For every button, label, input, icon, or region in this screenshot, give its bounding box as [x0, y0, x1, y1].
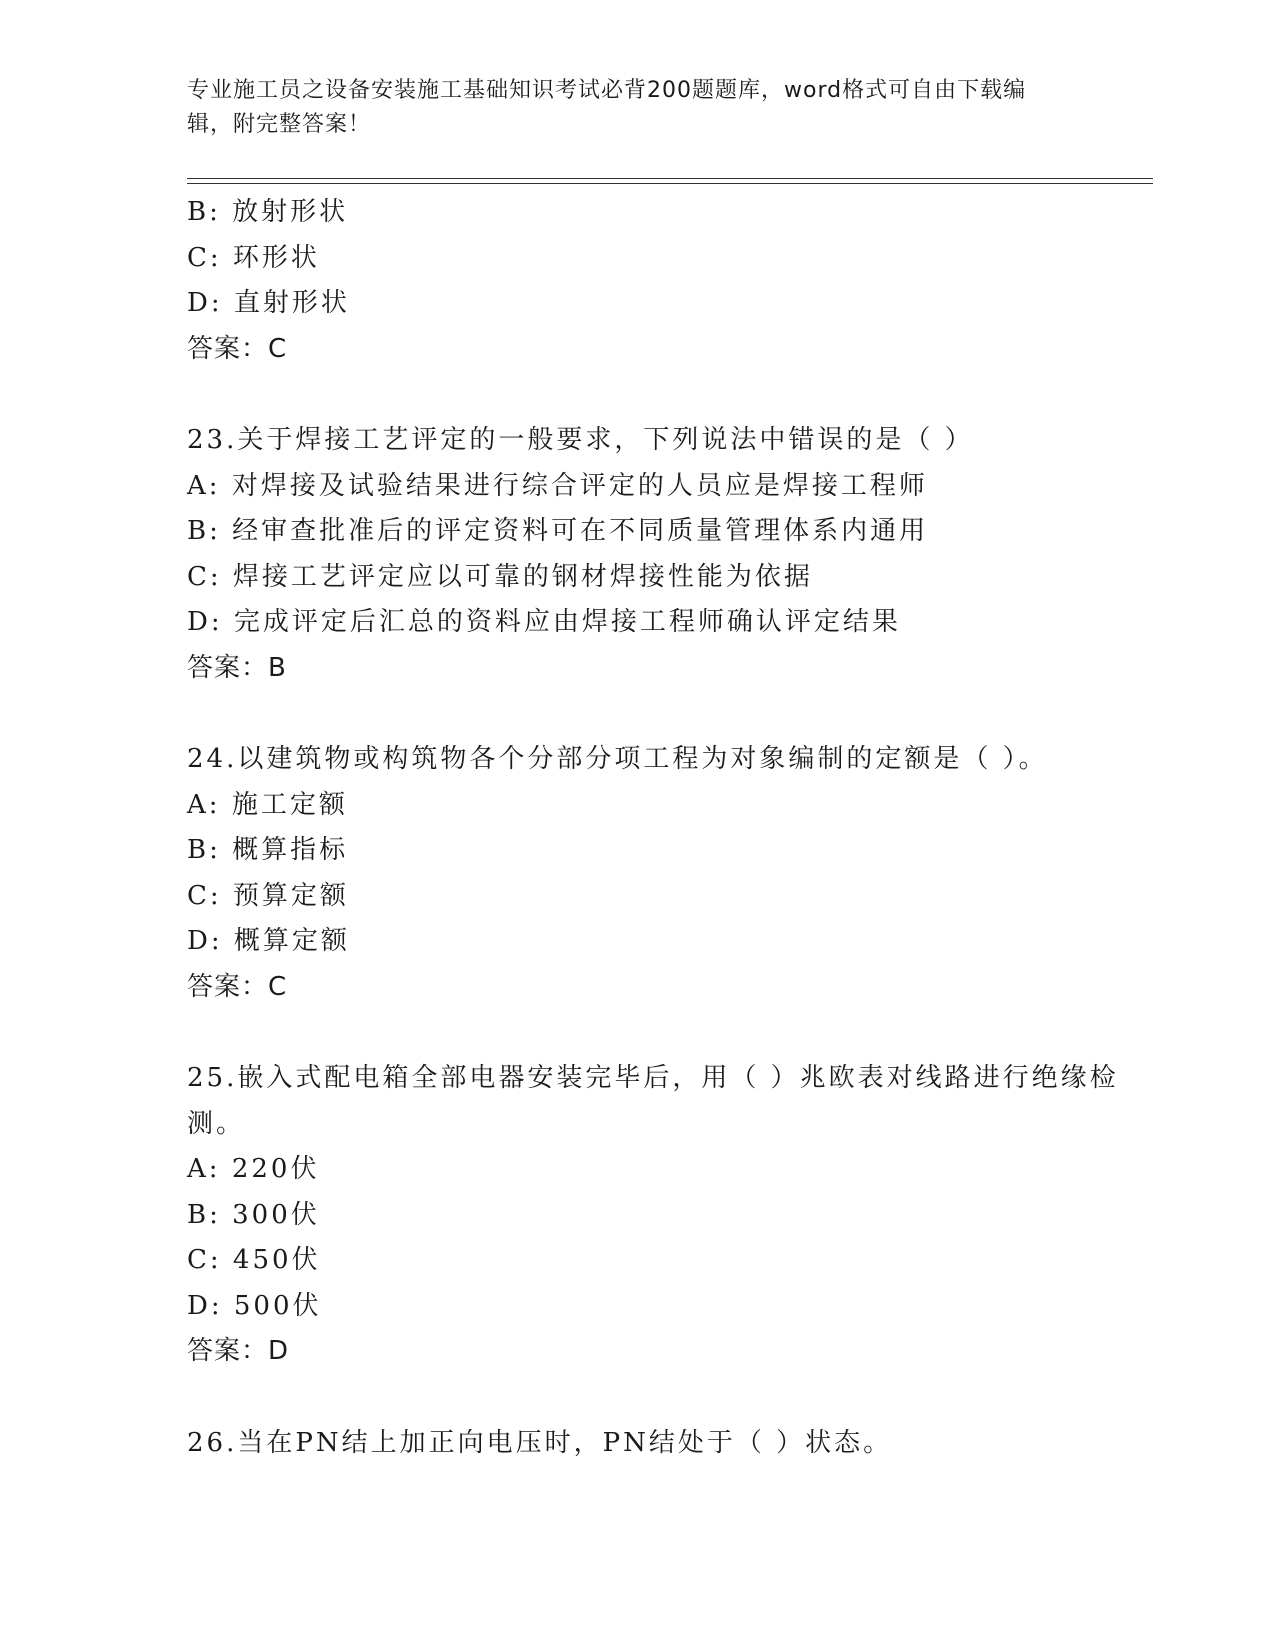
option-label: C:	[187, 880, 222, 911]
question-stem	[187, 737, 1127, 783]
option-text: 施工定额	[231, 789, 348, 820]
question-number: 25.	[187, 1063, 238, 1093]
option-text: 300伏	[232, 1199, 320, 1230]
spacer	[187, 372, 1127, 418]
question-number: 24.	[187, 744, 238, 774]
answer-line: 答案：D	[187, 1336, 290, 1366]
option-text: 经审查批准后的评定资料可在不同质量管理体系内通用	[232, 516, 929, 546]
option-text: 直射形状	[233, 288, 350, 318]
header-divider-top	[187, 178, 1153, 179]
option-c	[187, 555, 1127, 601]
question-25	[187, 1056, 1127, 1375]
spacer	[187, 691, 1127, 737]
spacer	[187, 1010, 1127, 1056]
option-b	[187, 509, 1127, 555]
question-text: 当在PN结上加正向电压时，PN结处于（ ）状态。	[237, 1427, 893, 1458]
option-label: B:	[187, 1199, 221, 1230]
option-text: 概算指标	[232, 835, 349, 865]
option-c	[187, 236, 1127, 282]
option-text: 500伏	[233, 1290, 322, 1321]
question-stem	[187, 418, 1127, 464]
question-number: 23.	[187, 425, 238, 455]
option-text: 预算定额	[232, 880, 349, 911]
option-text: 450伏	[232, 1245, 321, 1275]
option-text: 焊接工艺评定应以可靠的钢材焊接性能为依据	[232, 561, 813, 592]
option-label: C:	[187, 242, 222, 273]
option-label: C:	[187, 1245, 222, 1275]
option-text: 放射形状	[232, 197, 349, 227]
answer-line: 答案：C	[187, 971, 288, 1002]
option-d	[187, 1284, 1127, 1330]
option-c	[187, 1238, 1127, 1284]
option-label: B:	[187, 197, 221, 227]
option-d	[187, 281, 1127, 327]
document-header	[187, 74, 1067, 142]
header-title: 专业施工员之设备安装施工基础知识考试必背200题题库，word格式可自由下载编辑，附完整答案！	[187, 78, 1027, 137]
option-text: 220伏	[231, 1154, 320, 1184]
option-a	[187, 464, 1127, 510]
question-list	[187, 190, 1127, 1466]
answer-line: 答案：B	[187, 652, 287, 683]
spacer	[187, 1375, 1127, 1421]
option-label: D:	[187, 1290, 223, 1321]
question-text: 以建筑物或构筑物各个分部分项工程为对象编制的定额是（ ）。	[237, 744, 1048, 774]
question-23	[187, 418, 1127, 691]
option-label: D:	[187, 288, 223, 318]
answer-line: 答案：C	[187, 333, 288, 364]
question-stem	[187, 1421, 1127, 1467]
option-label: B:	[187, 835, 221, 865]
option-b	[187, 1193, 1127, 1239]
option-label: B:	[187, 516, 221, 546]
option-text: 完成评定后汇总的资料应由焊接工程师确认评定结果	[233, 607, 901, 637]
option-label: D:	[187, 926, 223, 956]
question-stem	[187, 1056, 1127, 1147]
option-c	[187, 874, 1127, 920]
option-text: 对焊接及试验结果进行综合评定的人员应是焊接工程师	[231, 470, 928, 501]
question-26	[187, 1421, 1127, 1467]
option-d	[187, 919, 1127, 965]
question-24	[187, 737, 1127, 1010]
option-b	[187, 190, 1127, 236]
option-label: D:	[187, 607, 223, 637]
option-a	[187, 783, 1127, 829]
option-text: 环形状	[232, 242, 320, 273]
option-label: C:	[187, 561, 222, 592]
question-number: 26.	[187, 1427, 238, 1458]
question-continued	[187, 190, 1127, 372]
option-b	[187, 828, 1127, 874]
header-divider-bottom	[187, 183, 1153, 184]
option-label: A:	[187, 789, 221, 820]
question-text: 嵌入式配电箱全部电器安装完毕后，用（ ）兆欧表对线路进行绝缘检测。	[187, 1063, 1119, 1139]
option-text: 概算定额	[233, 926, 350, 956]
option-label: A:	[187, 1154, 221, 1184]
option-d	[187, 600, 1127, 646]
question-text: 关于焊接工艺评定的一般要求，下列说法中错误的是（ ）	[237, 425, 974, 455]
option-a	[187, 1147, 1127, 1193]
option-label: A:	[187, 470, 221, 501]
